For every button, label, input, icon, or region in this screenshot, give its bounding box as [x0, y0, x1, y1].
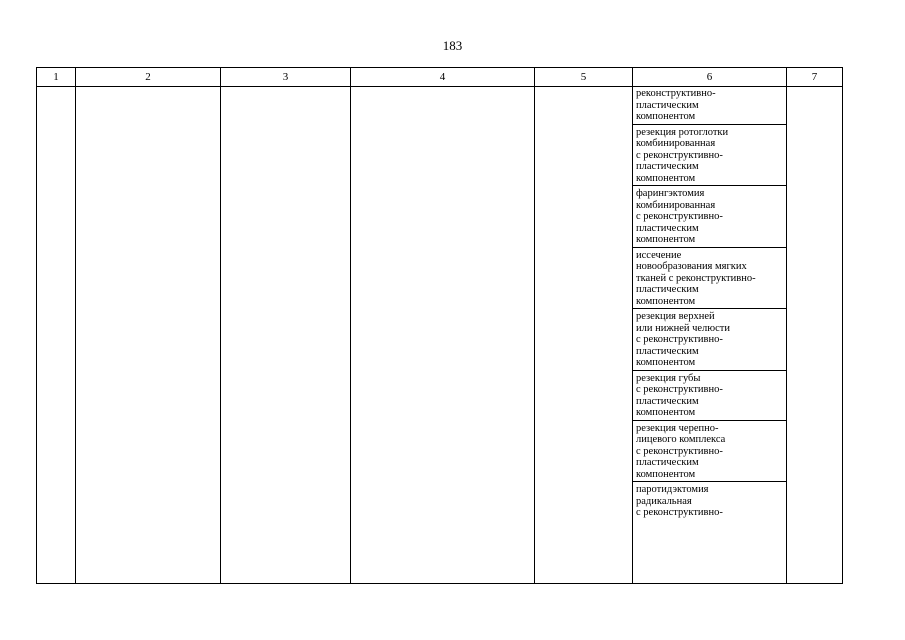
column-header-4: 4: [351, 68, 535, 87]
procedure-item: резекция черепно- лицевого комплекса с реконструктивно- пластическим компонентом: [633, 421, 786, 483]
procedure-item: фарингэктомия комбинированная с реконструктивно- пластическим компонентом: [633, 186, 786, 248]
column-header-1: 1: [37, 68, 76, 87]
procedures-table: [36, 67, 843, 584]
cell-col-1: [37, 87, 76, 584]
cell-col-4: [351, 87, 535, 584]
column-header-6: 6: [633, 68, 787, 87]
cell-col-7: [787, 87, 843, 584]
page-number: 183: [442, 38, 463, 53]
procedure-item: реконструктивно- пластическим компонентом: [633, 87, 786, 125]
body-row: [37, 87, 843, 584]
procedure-item: резекция ротоглотки комбинированная с реконструктивно- пластическим компонентом: [633, 125, 786, 187]
cell-col-6-procedures: [633, 87, 787, 584]
column-header-3: 3: [221, 68, 351, 87]
header-row: [37, 68, 843, 87]
cell-col-2: [76, 87, 221, 584]
procedure-item: иссечение новообразования мягких тканей с реконструктивно- пластическим компонентом: [633, 248, 786, 310]
column-header-7: 7: [787, 68, 843, 87]
cell-col-5: [535, 87, 633, 584]
column-header-5: 5: [535, 68, 633, 87]
procedure-item: паротидэктомия радикальная с реконструктивно-: [636, 484, 723, 518]
procedure-item: резекция верхней или нижней челюсти с реконструктивно- пластическим компонентом: [633, 309, 786, 371]
cell-col-3: [221, 87, 351, 584]
procedure-item: резекция губы с реконструктивно- пластическим компонентом: [633, 371, 786, 421]
column-header-2: 2: [76, 68, 221, 87]
procedure-list: [633, 87, 786, 583]
